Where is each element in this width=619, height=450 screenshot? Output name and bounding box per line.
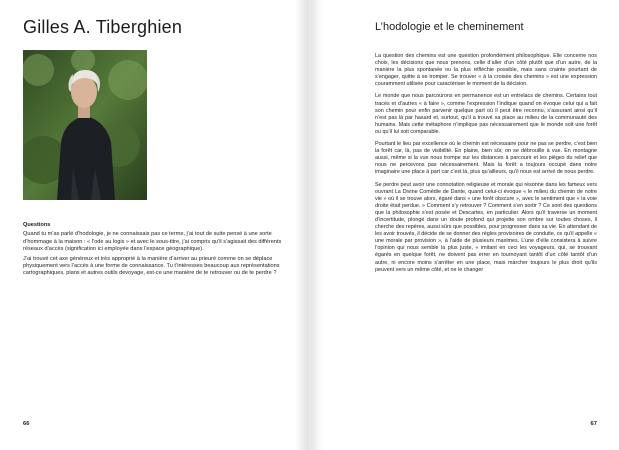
page-number-left: 66 — [23, 421, 30, 427]
question-paragraph: Quand tu m’as parlé d’hodologie, je ne connaissais pas ce terme, j’ai tout de suite pensé à une sorte d’hommage à la maison : « l’ode au logis » et avec le sous-titre, j’ai compris qu’il s’agissait des différents réseaux d’accès (signification ici employée dans l’espace géographique). — [23, 231, 282, 253]
page-number-right: 67 — [590, 421, 597, 427]
essay-body — [375, 53, 597, 279]
question-paragraph: J’ai trouvé cet axe généreux et très approprié à la manière d’arriver au prieuré comme on se déplace physiquement vers l’accès à une forme de connaissance. Tu t’intéresses beaucoup aux représentations cartographiques, plans et autres outils devoyage, est-ce une manière de te retrouver ou de te perdre ? — [23, 255, 280, 277]
essay-paragraph: Se perdre peut avoir une connotation religieuse et morale qui résonne dans les fameux vers ouvrant La Divine Comédie de Dante, quand celui-ci évoque « le milieu du chemin de notre vie » où il se trouve alors, égaré dans « une forêt obscure », avec le sentiment que « la voie droite était perdue. » Comment s’y retrouver ? Comment s’en sortir ? Ce sont des questions que la philosophie s’est posée et Descartes, en particulier. Alors qu’il traverse un moment d’incertitude, plongé dans un doute profond qui projette son ombre sur toutes choses, il cherche des repères, aussi sûrs que possibles, pour progresser dans sa vie. En attendant de les avoir trouvés, il décide de se donner des règles provisoires de conduite, ce qu’il appelle « une morale par provision », à l’aide de plusieurs maximes. L’une d’elle consistera à suivre l’opinion qui nous semble la plus juste, « imitant en ceci les voyageurs, qui, se trouvant égarés en quelque forêt, ne doivent pas errer en tournoyant tantôt d’un côté tantôt d’un autre, ni encore moins s’arrêter en une place, mais marcher toujours le plus droit qu’ils peuvent vers un même côté, et ne le changer — [375, 181, 597, 273]
questions-heading: Questions — [23, 222, 51, 228]
questions-block — [23, 222, 285, 278]
essay-paragraph: Pourtant le lieu par excellence où le chemin est nécessaire pour ne pas se perdre, c’est bien la forêt car, là, pas de visibilité. En plaine, bien sûr, on se débrouille à vue. En montagne aussi, même si la vue nous trompe sur les distances à parcourir et les pièges du relief que nous ne percevons pas nécessairement. Mais la forêt a toujours occupé dans notre imaginaire une place à part car c’est là, plus qu’ailleurs, qu’il nous est arrivé de nous perdre. — [375, 141, 597, 176]
essay-paragraph: La question des chemins est une question profondément philosophique. Elle concerne nos choix, les décisions que nous prenons, celle d’aller d’un côté plutôt que d’un autre, de la manière la plus spontanée ou la plus réfléchie possible, mais sans crainte pourtant de s’engager, quitte à se tromper. Se trouver « à la croisée des chemins » est une expression couramment utilisée pour caractériser le moment de la décision. — [375, 53, 597, 88]
portrait-photo-icon — [23, 50, 147, 200]
right-gutter-shadow — [311, 0, 323, 450]
author-portrait-photo — [23, 50, 147, 200]
author-name: Gilles A. Tiberghien — [23, 17, 183, 37]
essay-paragraph: Le monde que nous parcourons en permanence est un entrelacs de chemins. Certains tout tracés et d’autres « à faire », comme l’expression l’indique quand on évoque celui qui a fait son chemin pour enfin parvenir quelque part où il peut être reconnu, s’assurant ainsi qu’il n’est pas là par hasard et, surtout, qu’il a trouvé sa place au milieu de la communauté des humains. Mais cette métaphore n’implique pas nécessairement que le monde soit une forêt ou qu’il lui soit comparable. — [375, 93, 597, 135]
right-page — [311, 0, 619, 450]
left-gutter-shadow — [295, 0, 309, 450]
chapter-title: L’hodologie et le cheminement — [375, 21, 524, 33]
left-page — [0, 0, 309, 450]
